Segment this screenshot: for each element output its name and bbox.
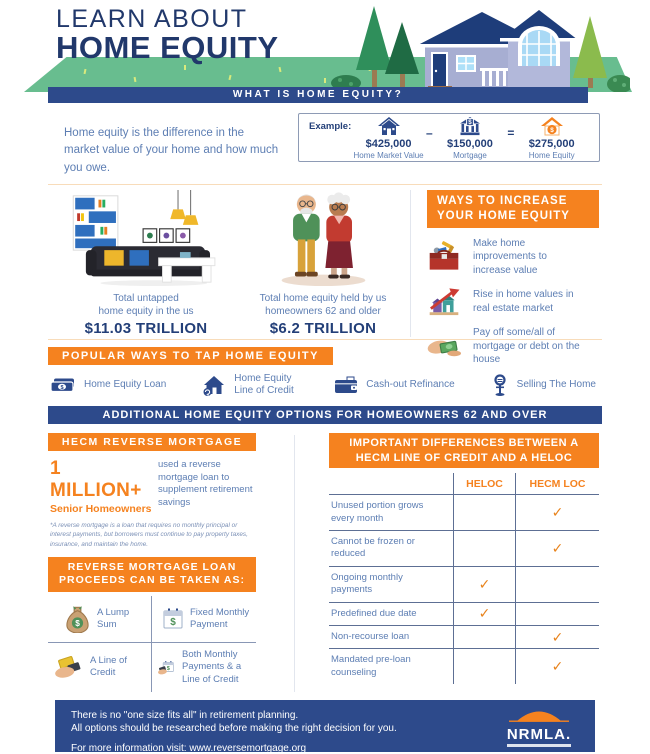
orange-house-icon — [540, 116, 564, 137]
nrmla-logo — [503, 709, 575, 747]
money-bag-icon — [64, 604, 91, 633]
footer — [55, 700, 595, 752]
stat-caption: Total untapped home equity in the us — [98, 292, 194, 317]
table-row-label: Mandated pre-loan counseling — [331, 654, 411, 678]
navy-house-icon — [377, 116, 401, 137]
proceeds-line-of-credit: A Line of Credit — [48, 643, 152, 692]
hecm-column — [48, 433, 256, 692]
table-row-label: Predefined due date — [329, 603, 453, 626]
table-row-label: Unused portion grows every month — [329, 495, 453, 531]
svg-text:$: $ — [170, 616, 176, 628]
hecm-stat — [50, 458, 254, 515]
title-line-2: HOME EQUITY — [56, 30, 279, 66]
hecm-cell — [515, 603, 599, 626]
popular-way-loan: $ Home Equity Loan — [50, 376, 166, 394]
ways-to-increase-section — [410, 190, 602, 366]
credit-card-hand-icon — [54, 655, 84, 679]
proceeds-lump-sum: $ A Lump Sum — [48, 596, 152, 643]
additional-options-banner: ADDITIONAL HOME EQUITY OPTIONS FOR HOMEOWNERS 62 AND OVER — [48, 406, 602, 424]
hecm-cell: ✓ — [515, 495, 599, 531]
calendar-card-icon — [158, 654, 176, 680]
home-equity-description: Home equity is the difference in the market value of your home and how much you owe. — [64, 127, 279, 174]
footer-more-info: For more information visit: www.reversemortgage.org — [71, 742, 307, 754]
house-loc-icon — [202, 374, 226, 396]
increase-item-rising-values: Rise in home values in real estate market — [427, 286, 602, 317]
minus-operator: – — [425, 126, 433, 140]
proceeds-title: REVERSE MORTGAGE LOAN PROCEEDS CAN BE TAKEN AS: — [48, 557, 256, 592]
living-room-illustration — [59, 190, 234, 287]
what-is-section — [0, 103, 650, 177]
grass-sprig — [228, 75, 231, 80]
example-caption: Mortgage — [453, 150, 487, 160]
heloc-cell — [453, 649, 515, 684]
rising-home-values-icon — [427, 286, 461, 317]
example-item-market-value — [351, 116, 426, 160]
comparison-column — [329, 433, 599, 692]
comparison-title: IMPORTANT DIFFERENCES BETWEEN A HECM LINE OF CREDIT AND A HELOC — [329, 433, 599, 469]
nrmla-roof-icon — [509, 709, 569, 723]
svg-text:$: $ — [166, 666, 170, 673]
bank-icon — [459, 116, 481, 137]
svg-text:$: $ — [468, 118, 472, 126]
example-item-mortgage — [433, 116, 508, 160]
svg-text:$: $ — [60, 385, 64, 392]
proceeds-both: $ Both Monthly Payments & a Line of Credit — [152, 643, 256, 692]
stat-untapped-equity — [48, 190, 244, 337]
popular-ways-title: POPULAR WAYS TO TAP HOME EQUITY — [48, 347, 333, 365]
house-illustration — [330, 0, 630, 92]
column-header-hecm-loc: HECM LOC — [515, 473, 599, 495]
heloc-cell: ✓ — [453, 567, 515, 603]
comparison-table — [329, 473, 599, 683]
table-row-label: Cannot be frozen or reduced — [329, 531, 453, 567]
popular-way-heloc: Home Equity Line of Credit — [202, 373, 298, 398]
cash-icon — [50, 376, 76, 394]
example-caption: Home Market Value — [353, 150, 424, 160]
column-header-heloc: HELOC — [453, 473, 515, 495]
increase-item-payoff: Pay off some/all of mortgage or debt on the house — [427, 326, 602, 367]
hand-money-icon — [427, 334, 461, 358]
equals-operator: = — [507, 126, 515, 140]
popular-way-refinance: Cash-out Refinance — [334, 376, 454, 394]
sold-sign-icon — [491, 374, 509, 396]
hecm-cell — [515, 567, 599, 603]
table-row-label: Ongoing monthly payments — [329, 567, 453, 603]
hecm-title: HECM REVERSE MORTGAGE — [48, 433, 256, 451]
stat-value: $11.03 TRILLION — [84, 319, 208, 337]
svg-text:$: $ — [549, 126, 554, 134]
toolbox-icon — [427, 241, 461, 272]
footer-text-line2: All options should be researched before making the right decision for you. — [71, 723, 397, 735]
what-is-home-equity-banner: WHAT IS HOME EQUITY? — [48, 87, 588, 103]
example-box — [298, 113, 600, 162]
hecm-cell: ✓ — [515, 626, 599, 649]
wallet-icon — [334, 376, 358, 394]
hecm-stat-text: used a reverse mortgage loan to supplement retirement savings — [158, 458, 253, 509]
svg-text:$: $ — [75, 619, 80, 629]
heloc-cell — [453, 531, 515, 567]
page-title — [56, 6, 279, 65]
example-item-home-equity — [514, 116, 589, 160]
title-line-1: LEARN ABOUT — [56, 5, 248, 33]
grass-sprig — [134, 77, 137, 82]
column-divider — [294, 435, 295, 692]
proceeds-fixed-monthly: $ Fixed Monthly Payment — [152, 596, 256, 643]
header — [0, 0, 650, 103]
hecm-stat-label: Senior Homeowners — [50, 502, 152, 515]
elderly-couple-illustration — [277, 190, 369, 287]
increase-item-improvements: Make home improvements to increase value — [427, 237, 602, 278]
heloc-cell — [453, 495, 515, 531]
stat-value: $6.2 TRILLION — [269, 319, 377, 337]
grass-sprig — [324, 78, 326, 83]
stat-caption: Total home equity held by us homeowners 62 and older — [259, 292, 387, 317]
example-caption: Home Equity — [528, 150, 575, 160]
stat-senior-equity — [244, 190, 402, 337]
proceeds-grid — [48, 596, 256, 692]
example-label: Example: — [309, 121, 352, 132]
table-row-label: Non-recourse loan — [329, 626, 453, 649]
popular-ways-row — [48, 365, 602, 404]
nrmla-wordmark: NRMLA. — [506, 725, 572, 743]
table-corner — [329, 473, 453, 495]
bottom-columns — [0, 424, 650, 692]
ways-to-increase-title: WAYS TO INCREASE YOUR HOME EQUITY — [427, 190, 599, 228]
hecm-stat-value: 1 MILLION+ — [50, 457, 142, 501]
hecm-disclaimer: *A reverse mortgage is a loan that requires no monthly principal or interest payments, but borrowers must continue to pay property taxes, insurance, and maintain the home. — [50, 521, 248, 548]
heloc-cell — [453, 626, 515, 649]
example-value: $275,000 — [528, 137, 575, 150]
hecm-cell: ✓ — [515, 531, 599, 567]
grass-sprig — [84, 69, 87, 74]
calendar-payment-icon — [162, 606, 184, 632]
example-value: $150,000 — [447, 137, 493, 150]
popular-way-selling: Selling The Home — [491, 374, 596, 396]
nrmla-tagline-bar — [507, 744, 571, 747]
hecm-stat-figure — [50, 458, 158, 515]
example-value: $425,000 — [365, 137, 412, 150]
footer-text-line1: There is no "one size fits all" in retirement planning. — [71, 709, 299, 721]
hecm-cell: ✓ — [515, 649, 599, 684]
grass-sprig — [279, 67, 282, 72]
heloc-cell: ✓ — [453, 603, 515, 626]
grass-sprig — [184, 65, 186, 70]
